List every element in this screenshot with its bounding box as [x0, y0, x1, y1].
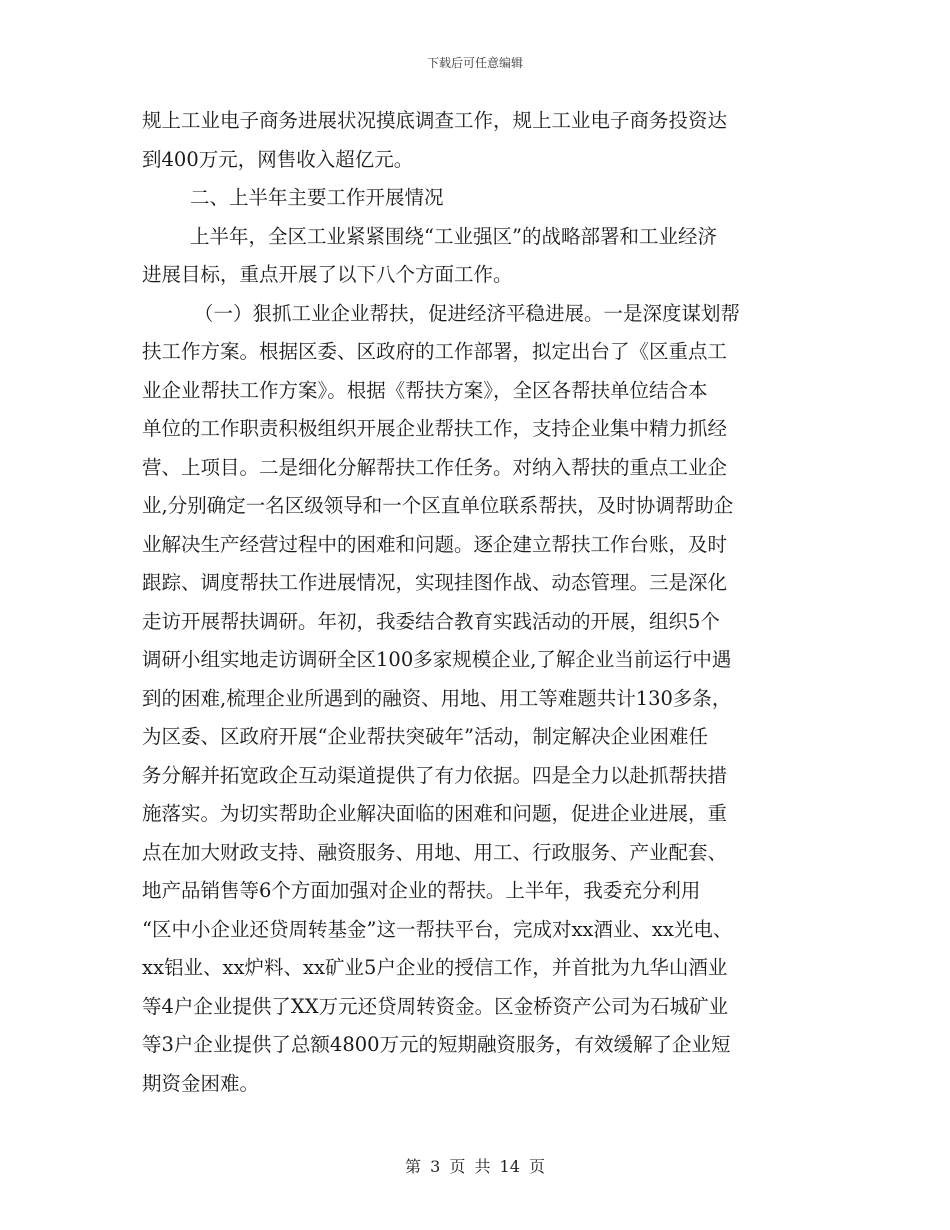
text-line: 地产品销售等6个方面加强对企业的帮扶。上半年，我委充分利用	[142, 879, 701, 902]
text-line: 等4户企业提供了XX万元还贷周转资金。区金桥资产公司为石城矿业	[142, 994, 729, 1018]
text-line: 到的困难,梳理企业所遇到的融资、用地、用工等难题共计130多条，	[142, 686, 732, 710]
text-line: 业解决生产经营过程中的困难和问题。逐企建立帮扶工作台账，及时	[142, 532, 728, 556]
text-line: 务分解并拓宽政企互动渠道提供了有力依据。四是全力以赴抓帮扶措	[142, 763, 728, 787]
page-header: 下载后可任意编辑	[426, 56, 523, 70]
text-line: 为区委、区政府开展“企业帮扶突破年”活动，制定解决企业困难任	[142, 725, 708, 748]
text-line: 扶工作方案。根据区委、区政府的工作部署，拟定出台了《区重点工	[142, 340, 728, 363]
text-line: （一）狠抓工业企业帮扶，促进经济平稳进展。一是深度谋划帮	[194, 301, 741, 325]
text-line: 进展目标，重点开展了以下八个方面工作。	[142, 263, 513, 286]
document-body	[142, 102, 826, 1103]
text-line: 营、上项目。二是细化分解帮扶工作任务。对纳入帮扶的重点工业企	[142, 455, 728, 479]
text-line: 上半年，全区工业紧紧围绕“工业强区”的战略部署和工业经济	[190, 224, 717, 248]
text-line: 规上工业电子商务进展状况摸底调查工作，规上工业电子商务投资达	[142, 109, 728, 132]
text-line: xx铝业、xx炉料、xx矿业5户企业的授信工作，并首批为九华山酒业	[142, 956, 728, 979]
text-line: 等3户企业提供了总额4800万元的短期融资服务，有效缓解了企业短	[142, 1033, 731, 1056]
section-heading: 二、上半年主要工作开展情况	[190, 186, 444, 209]
text-line: 调研小组实地走访调研全区100多家规模企业,了解企业当前运行中遇	[142, 648, 732, 671]
text-line: “区中小企业还贷周转基金”这一帮扶平台，完成对xx酒业、xx光电、	[142, 917, 733, 941]
text-line: 单位的工作职责积极组织开展企业帮扶工作，支持企业集中精力抓经	[142, 417, 728, 440]
text-line: 走访开展帮扶调研。年初，我委结合教育实践活动的开展，组织5个	[142, 609, 720, 633]
text-line: 跟踪、调度帮扶工作进展情况，实现挂图作战、动态管理。三是深化	[142, 571, 728, 594]
text-line: 业,分别确定一名区级领导和一个区直单位联系帮扶，及时协调帮助企	[142, 494, 734, 517]
text-line: 到400万元，网售收入超亿元。	[142, 147, 414, 171]
page-number: 第 3 页 共 14 页	[405, 1157, 545, 1176]
text-line: 施落实。为切实帮助企业解决面临的困难和问题，促进企业进展，重	[142, 802, 728, 825]
text-line: 点在加大财政支持、融资服务、用地、用工、行政服务、产业配套、	[142, 840, 728, 864]
text-line: 期资金困难。	[142, 1071, 260, 1095]
text-line: 业企业帮扶工作方案》。根据《帮扶方案》，全区各帮扶单位结合本	[142, 378, 708, 402]
